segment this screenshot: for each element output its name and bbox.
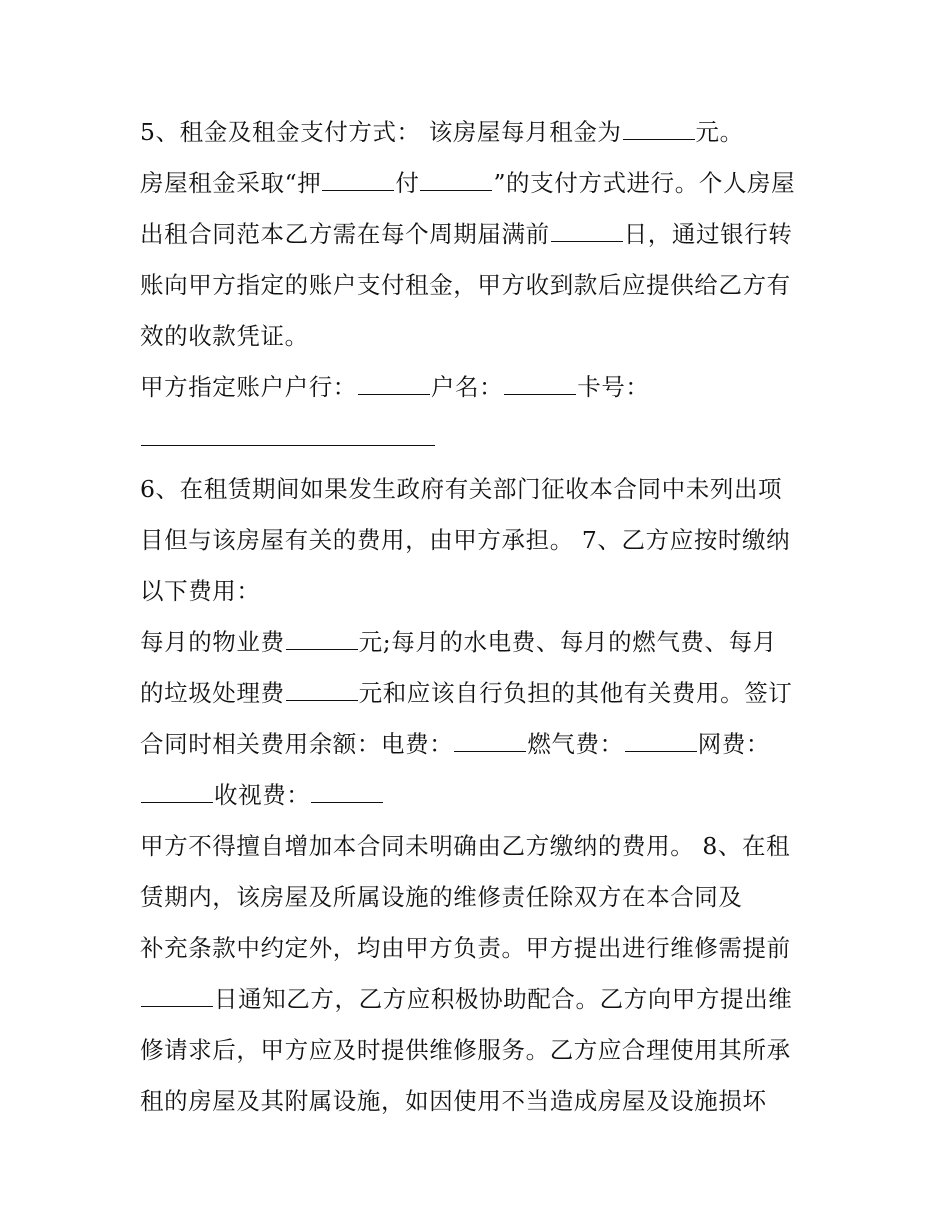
text: 赁期内，该房屋及所属设施的维修责任除双方在本合同及 xyxy=(140,883,743,911)
blank-notice-days xyxy=(141,984,213,1007)
blank-electricity xyxy=(454,729,526,752)
clause-7-line-1 xyxy=(140,566,820,617)
blank-tv-fee xyxy=(311,780,383,803)
text: 燃气费： xyxy=(527,730,624,758)
text: 元。 xyxy=(695,118,744,146)
text: 的垃圾处理费 xyxy=(140,679,285,707)
text: 出租合同范本乙方需在每个周期届满前 xyxy=(140,220,550,248)
clause-5-line-1 xyxy=(140,107,820,158)
clause-8-line-2 xyxy=(140,872,820,923)
text: 账向甲方指定的账户支付租金，甲方收到款后应提供给乙方有 xyxy=(140,271,791,299)
text: 租的房屋及其附属设施，如因使用不当造成房屋及设施损坏 xyxy=(140,1087,767,1115)
clause-7-line-4 xyxy=(140,719,820,770)
clause-8-line-6 xyxy=(140,1076,820,1127)
clause-8-line-3 xyxy=(140,923,820,974)
text: 收视费： xyxy=(214,781,311,809)
text: 付 xyxy=(395,169,420,197)
blank-bank xyxy=(358,372,430,395)
blank-deposit xyxy=(322,168,394,191)
text: 甲方不得擅自增加本合同未明确由乙方缴纳的费用。 8、在租 xyxy=(140,832,791,860)
clause-8-line-4 xyxy=(140,974,820,1025)
text: 甲方指定账户户行： xyxy=(140,373,357,401)
clause-5-line-4 xyxy=(140,260,820,311)
clause-7-line-5 xyxy=(140,770,820,821)
text: 日通知乙方，乙方应积极协助配合。乙方向甲方提出维 xyxy=(214,985,793,1013)
text: 6、在租赁期间如果发生政府有关部门征收本合同中未列出项 xyxy=(140,475,783,503)
text: ”的支付方式进行。个人房屋 xyxy=(493,169,796,197)
blank-garbage-fee xyxy=(286,678,358,701)
text: 元和应该自行负担的其他有关费用。签订 xyxy=(358,679,793,707)
blank-internet xyxy=(141,780,213,803)
text: 房屋租金采取“押 xyxy=(140,169,322,197)
document-page xyxy=(140,107,820,1127)
card-number-line xyxy=(140,413,820,464)
text: 以下费用： xyxy=(140,577,261,605)
text: 网费： xyxy=(697,730,771,758)
blank-gas xyxy=(625,729,697,752)
clause-6-line-2 xyxy=(140,515,820,566)
text: 日，通过银行转 xyxy=(623,220,793,248)
text: 合同时相关费用余额：电费： xyxy=(140,730,454,758)
text: 目但与该房屋有关的费用，由甲方承担。 7、乙方应按时缴纳 xyxy=(140,526,791,554)
clause-7-line-2 xyxy=(140,617,820,668)
blank-payment xyxy=(420,168,492,191)
account-info-line xyxy=(140,362,820,413)
text: 效的收款凭证。 xyxy=(140,322,309,350)
text: 补充条款中约定外，均由甲方负责。甲方提出进行维修需提前 xyxy=(140,934,791,962)
text: 5、租金及租金支付方式： 该房屋每月租金为 xyxy=(140,118,622,146)
clause-8-line-5 xyxy=(140,1025,820,1076)
clause-8-line-1 xyxy=(140,821,820,872)
text: 户名： xyxy=(430,373,504,401)
blank-days-before xyxy=(551,219,623,242)
blank-card-number xyxy=(141,423,435,446)
text: 卡号： xyxy=(577,373,650,401)
clause-5-line-3 xyxy=(140,209,820,260)
clause-7-line-3 xyxy=(140,668,820,719)
blank-property-fee xyxy=(286,627,358,650)
blank-account-name xyxy=(504,372,576,395)
clause-5-line-5 xyxy=(140,311,820,362)
clause-5-line-2 xyxy=(140,158,820,209)
text: 每月的物业费 xyxy=(140,628,285,656)
text: 修请求后，甲方应及时提供维修服务。乙方应合理使用其所承 xyxy=(140,1036,791,1064)
text: 元;每月的水电费、每月的燃气费、每月 xyxy=(358,628,777,656)
blank-monthly-rent xyxy=(623,117,695,140)
clause-6-line-1 xyxy=(140,464,820,515)
